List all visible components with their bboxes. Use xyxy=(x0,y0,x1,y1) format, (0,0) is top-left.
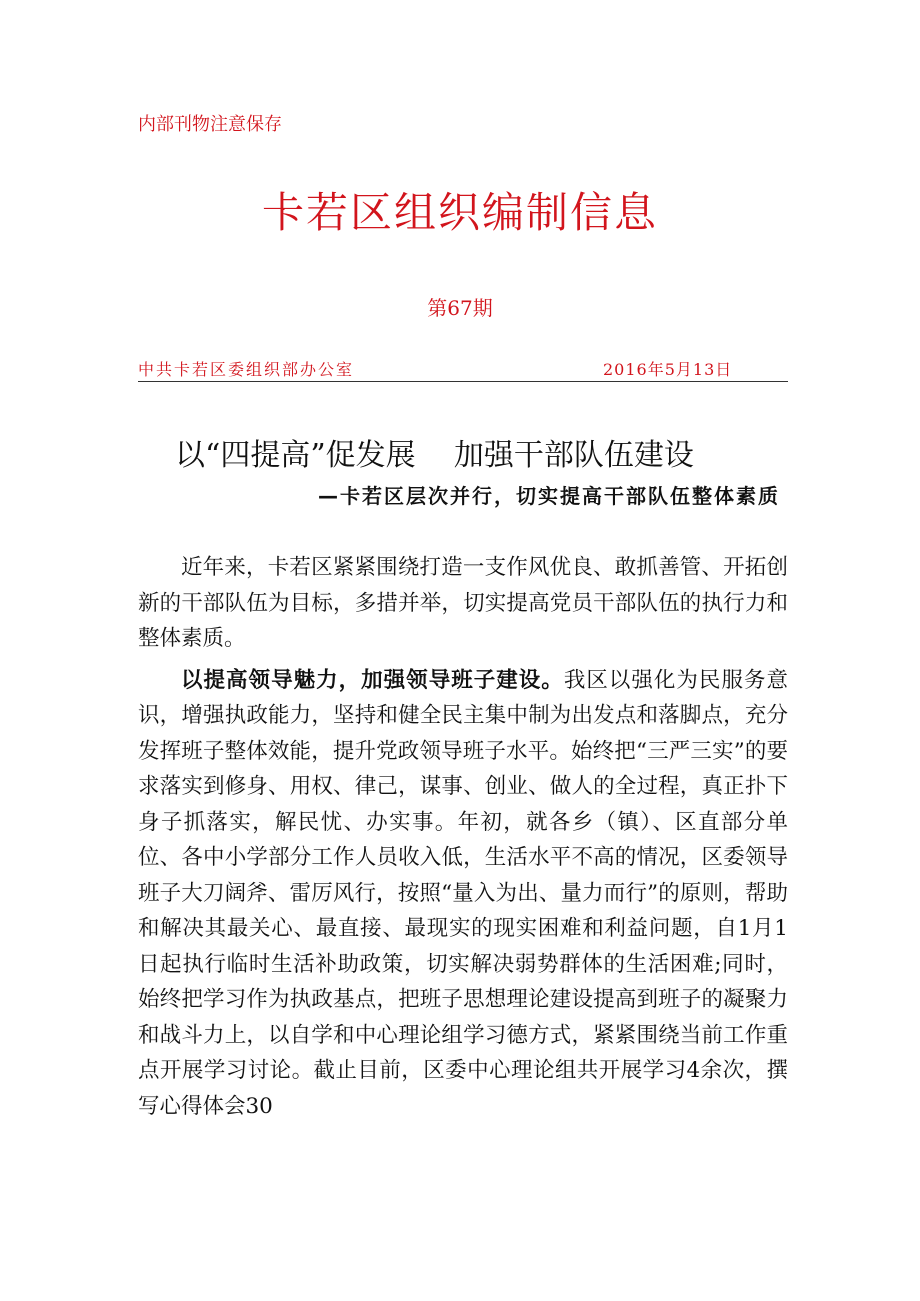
article-subheadline: —卡若区层次并行，切实提高干部队伍整体素质 xyxy=(318,484,780,508)
publication-date: 2016年5月13日 xyxy=(603,360,733,379)
paragraph xyxy=(138,550,788,657)
article-headline: 以“四提高”促发展 加强干部队伍建设 xyxy=(175,438,694,473)
issue-number: 第67期 xyxy=(427,296,493,320)
article-body xyxy=(138,550,788,1130)
paragraph-text: 近年来，卡若区紧紧围绕打造一支作风优良、敢抓善管、开拓创新的干部队伍为目标，多措并举，切实提高党员干部队伍的执行力和整体素质。 xyxy=(138,555,788,651)
header-divider xyxy=(138,381,788,382)
classification-notice: 内部刊物注意保存 xyxy=(138,114,282,135)
paragraph-text: 我区以强化为民服务意识，增强执政能力，坚持和健全民主集中制为出发点和落脚点，充分发挥班子整体效能，提升党政领导班子水平。始终把“三严三实”的要求落实到修身、用权、律己，谋事、创业、做人的全过程，真正扑下身子抓落实，解民忧、办实事。年初，就各乡（镇）、区直部分单位、各中小学部分工作人员收入低，生活水平不高的情况，区委领导班子大刀阔斧、雷厉风行，按照“量入为出、量力而行”的原则，帮助和解决其最关心、最直接、最现实的现实困难和利益问题，自1月1日起执行临时生活补助政策，切实解决弱势群体的生活困难;同时，始终把学习作为执政基点，把班子思想理论建设提高到班子的凝聚力和战斗力上，以自学和中心理论组学习德方式，紧紧围绕当前工作重点开展学习讨论。截止目前，区委中心理论组共开展学习4余次，撰写心得体会30 xyxy=(138,667,788,1119)
paragraph xyxy=(138,663,788,1125)
masthead-title: 卡若区组织编制信息 xyxy=(261,188,658,237)
paragraph-lead: 以提高领导魅力，加强领导班子建设。 xyxy=(181,667,564,693)
publisher: 中共卡若区委组织部办公室 xyxy=(138,360,355,379)
